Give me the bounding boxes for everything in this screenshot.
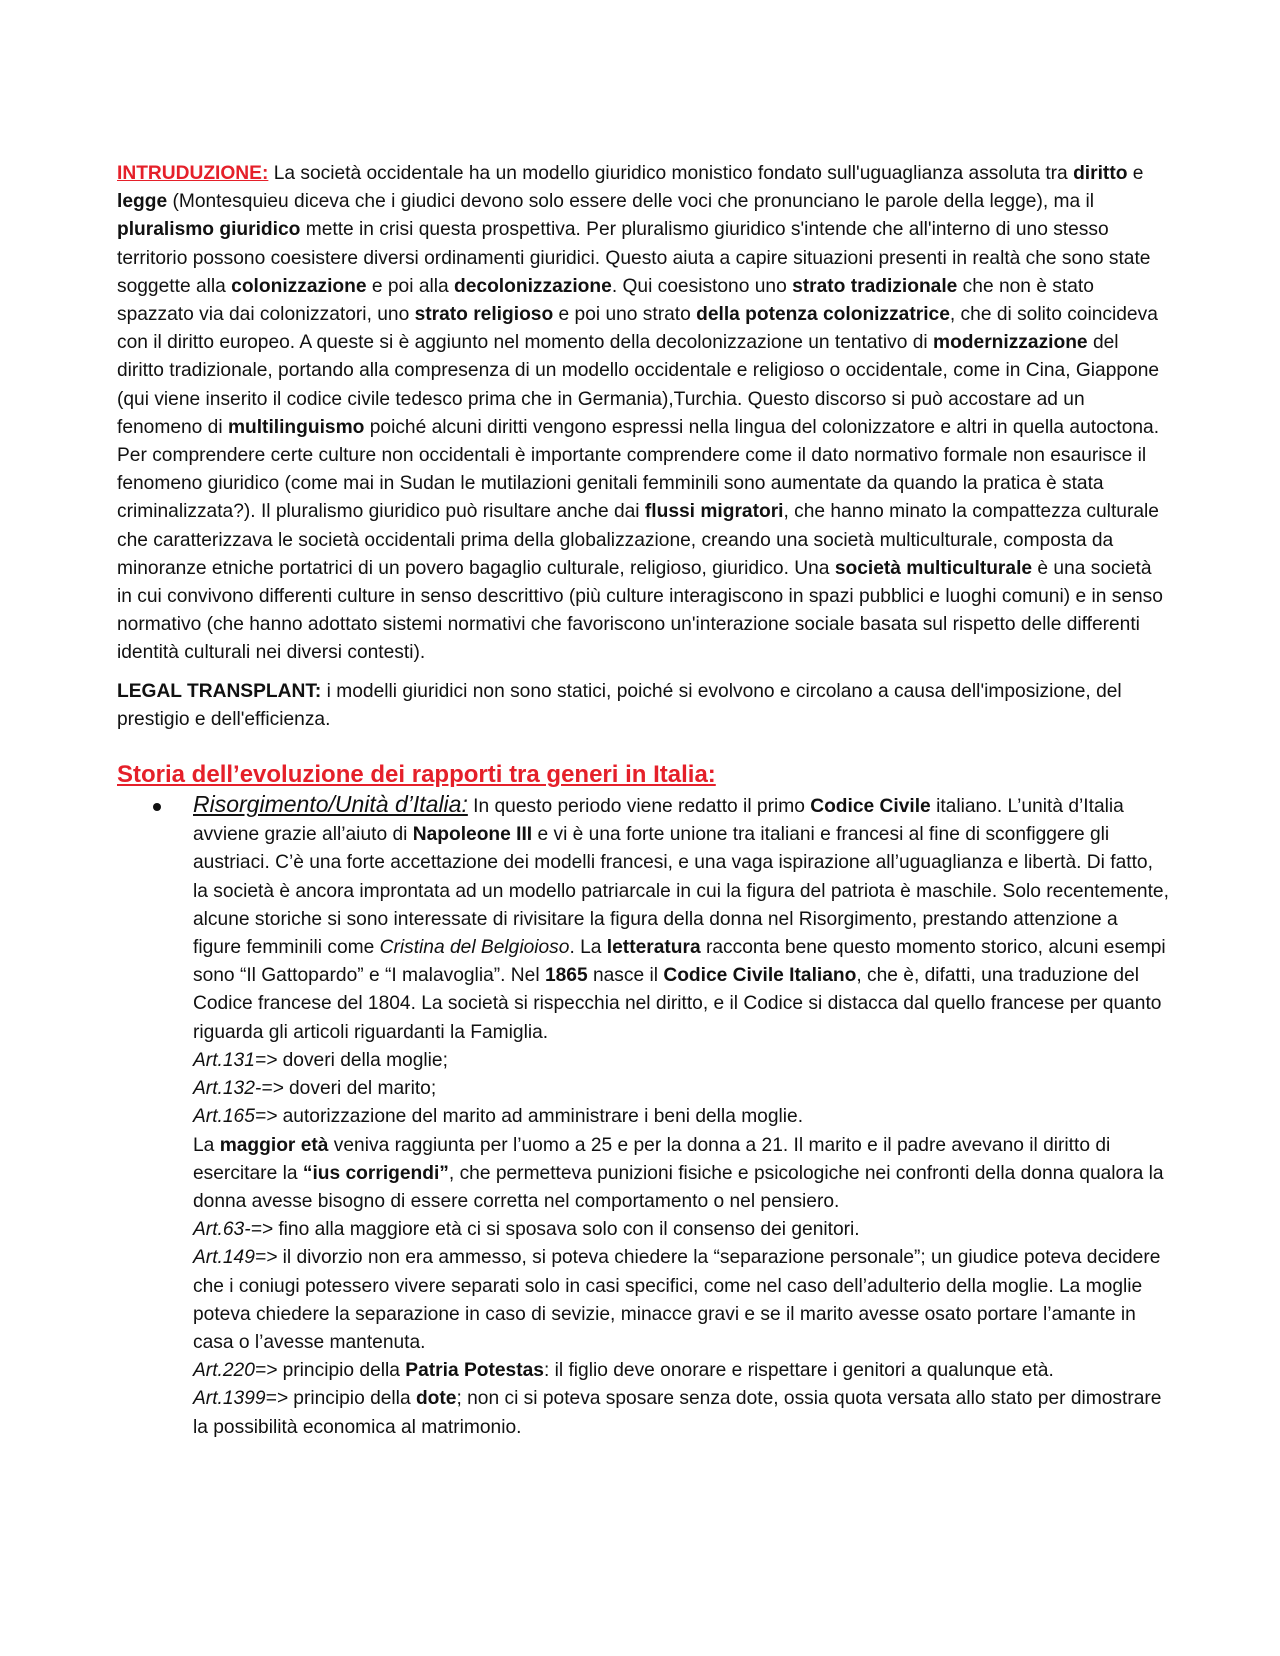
intro-text: . Qui coesistono uno xyxy=(611,275,793,297)
intro-text: è una società in cui convivono differenti culture in senso descrittivo (più culture interagiscono in spazi pubblici e luoghi comuni) e in senso normativo (che hanno adottato sistemi normativi che favoriscono un'interazione sociale basata sul rispetto delle differenti identità culturali nei diversi contesti). xyxy=(117,557,1163,664)
legal-transplant-paragraph xyxy=(117,678,1170,734)
intro-bold: colonizzazione xyxy=(231,275,367,297)
intro-bold: pluralismo giuridico xyxy=(117,219,301,241)
intro-text: (Montesquieu diceva che i giudici devono solo essere delle voci che pronunciano le parole della legge), ma il xyxy=(167,191,1095,213)
intro-bold: multilinguismo xyxy=(227,416,365,438)
article-line xyxy=(193,1075,1170,1103)
article-ref: Art.149=> xyxy=(193,1247,278,1269)
item-bold: letteratura xyxy=(606,937,701,959)
intro-text: del diritto tradizionale, portando alla compresenza di un modello occidentale e religioso o occidentale, come in Cina, Giappone (qui viene inserito il codice civile tedesco prima che in Germania),Turchia. Questo discorso si può accostare ad un fenomeno di xyxy=(117,332,1160,438)
item-text: . La xyxy=(569,937,607,959)
article-line xyxy=(193,1103,1170,1131)
article-ref: Art.220=> xyxy=(193,1360,278,1382)
item-italic: Cristina del Belgioioso xyxy=(379,937,570,959)
intro-text: mette in crisi questa prospettiva. Per pluralismo giuridico s'intende che all'interno di uno stesso territorio possono coesistere diversi ordinamenti giuridici. Questo aiuta a capire situazioni presenti in realtà che sono state soggette alla xyxy=(117,219,1151,297)
intro-label: INTRUDUZIONE: xyxy=(117,163,269,184)
article-line xyxy=(193,1385,1170,1441)
list-item xyxy=(117,790,1170,1442)
article-ref: Art.131=> xyxy=(193,1049,278,1071)
item-text: La xyxy=(193,1134,220,1156)
article-bold: dote xyxy=(415,1388,457,1410)
legal-transplant-label: LEGAL TRANSPLANT: xyxy=(117,680,322,702)
intro-bold: strato religioso xyxy=(414,304,554,326)
article-line xyxy=(193,1216,1170,1244)
article-ref: Art.132-=> xyxy=(193,1078,284,1100)
intro-text: e poi alla xyxy=(366,275,455,297)
intro-bold: diritto xyxy=(1073,163,1128,184)
article-text: doveri della moglie; xyxy=(277,1049,448,1071)
majority-paragraph xyxy=(193,1132,1170,1217)
article-text: : il figlio deve onorare e rispettare i genitori a qualunque età. xyxy=(543,1360,1054,1382)
item-text: veniva raggiunta per l’uomo a 25 e per la donna a 21. Il marito e il padre avevano il diritto di esercitare la xyxy=(193,1134,1111,1184)
intro-text: che non è stato spazzato via dai colonizzatori, uno xyxy=(117,275,1094,326)
item-text: In questo periodo viene redatto il primo xyxy=(467,796,811,818)
item-bold: “ius corrigendi” xyxy=(302,1162,449,1184)
item-bold: maggior età xyxy=(219,1134,329,1156)
intro-text: e poi uno strato xyxy=(553,304,697,326)
intro-bold: flussi migratori xyxy=(644,501,784,523)
article-line xyxy=(193,1357,1170,1385)
item-bold: Napoleone III xyxy=(412,824,533,846)
article-line xyxy=(193,1244,1170,1357)
intro-bold: strato tradizionale xyxy=(792,275,958,297)
intro-bold: decolonizzazione xyxy=(454,275,612,297)
intro-text: La società occidentale ha un modello giuridico monistico fondato sull'uguaglianza assoluta tra xyxy=(268,163,1074,184)
item-text: , che permetteva punizioni fisiche e psicologiche nei confronti della donna qualora la donna avesse bisogno di essere corretta nel comportamento o nel pensiero. xyxy=(193,1162,1164,1212)
article-line xyxy=(193,1047,1170,1075)
intro-text: , che di solito coincideva con il diritto europeo. A queste si è aggiunto nel momento della decolonizzazione un tentativo di xyxy=(117,304,1158,354)
item-bold: Codice Civile Italiano xyxy=(663,965,857,987)
intro-text: e xyxy=(1127,163,1144,184)
article-text: ; non ci si poteva sposare senza dote, ossia quota versata allo stato per dimostrare la possibilità economica al matrimonio. xyxy=(193,1388,1162,1438)
intro-bold: della potenza colonizzatrice xyxy=(696,304,950,326)
section-list xyxy=(117,790,1170,1442)
article-text: doveri del marito; xyxy=(283,1078,437,1100)
article-text: autorizzazione del marito ad amministrare i beni della moglie. xyxy=(277,1106,804,1128)
article-text: principio della xyxy=(277,1360,406,1382)
intro-text: poiché alcuni diritti vengono espressi nella lingua del colonizzatore e altri in quella autoctona. Per comprendere certe culture non occidentali è importante comprendere come il dato normativo formale non esaurisce il fenomeno giuridico (come mai in Sudan le mutilazioni genitali femminili sono aumentate da quando la pratica è stata criminalizzata?). Il pluralismo giuridico può risultare anche dai xyxy=(117,416,1160,523)
item-text: nasce il xyxy=(587,965,664,987)
item-title: Risorgimento/Unità d’Italia: xyxy=(193,791,468,818)
intro-paragraph xyxy=(117,160,1170,668)
article-text: fino alla maggiore età ci si sposava solo con il consenso dei genitori. xyxy=(273,1219,860,1241)
article-text: il divorzio non era ammesso, si poteva chiedere la “separazione personale”; un giudice poteva decidere che i coniugi potessero vivere separati solo in casi specifici, come nel caso dell’adulterio della moglie. La moglie poteva chiedere la separazione in caso di sevizie, minacce gravi e se il marito avesse osato portare l’amante in casa o l’avesse mantenuta. xyxy=(193,1247,1161,1353)
legal-transplant-text: i modelli giuridici non sono statici, poiché si evolvono e circolano a causa dell'imposizione, del prestigio e dell'efficienza. xyxy=(117,680,1122,730)
article-ref: Art.63-=> xyxy=(193,1219,273,1241)
item-bold: Codice Civile xyxy=(810,796,931,818)
item-text: , che è, difatti, una traduzione del Codice francese del 1804. La società si rispecchia nel diritto, e il Codice si distacca dal quello francese per quanto riguarda gli articoli riguardanti la Famiglia. xyxy=(193,965,1162,1043)
intro-text: , che hanno minato la compattezza culturale che caratterizzava le società occidentali prima della globalizzazione, creando una società multiculturale, composta da minoranze etniche portatrici di un povero bagaglio culturale, religioso, giuridico. Una xyxy=(117,501,1159,579)
intro-bold: modernizzazione xyxy=(933,332,1088,354)
article-ref: Art.165=> xyxy=(193,1106,278,1128)
section-heading: Storia dell’evoluzione dei rapporti tra generi in Italia: xyxy=(117,761,716,789)
article-ref: Art.1399=> xyxy=(193,1388,288,1410)
article-text: principio della xyxy=(287,1388,416,1410)
item-text: racconta bene questo momento storico, alcuni esempi sono “Il Gattopardo” e “I malavoglia”. Nel xyxy=(193,937,1166,987)
item-text: e vi è una forte unione tra italiani e francesi al fine di sconfiggere gli austriaci. C’è una forte accettazione dei modelli francesi, e una vaga ispirazione all’uguaglianza e libertà. Di fatto, la società è ancora improntata ad un modello patriarcale in cui la figura del patriota è maschile. Solo recentemente, alcune storiche si sono interessate di rivisitare la figura della donna nel Risorgimento, prestando attenzione a figure femminili come xyxy=(193,824,1169,959)
item-main-paragraph xyxy=(193,790,1170,1047)
item-text: italiano. L’unità d’Italia avviene grazie all’aiuto di xyxy=(193,796,1124,846)
intro-bold: società multiculturale xyxy=(834,557,1033,579)
article-bold: Patria Potestas xyxy=(405,1360,544,1382)
intro-bold: legge xyxy=(117,191,168,213)
item-bold: 1865 xyxy=(544,965,588,987)
bullet-icon xyxy=(153,803,161,811)
